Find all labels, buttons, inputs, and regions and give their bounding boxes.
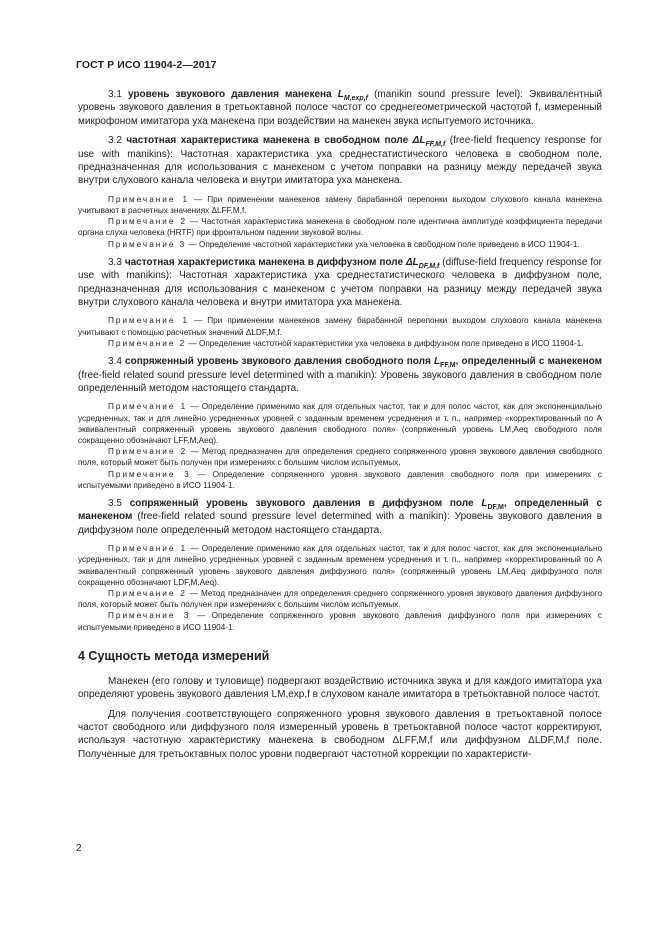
definition-3-3: 3.3 частотная характеристика манекена в диффузном поле $\Delta L_{DF,M,f}$ (diffuse-field frequency response for use with manikins): Частотная характеристика уха среднестатистического человека в диффузном поле, предназначенная для использования с манекеном с учетом поправки на разницу между передачей звука внутри слухового канала человека и внутри имитатора уха манекена. [78,256,602,309]
page-number: 2 [76,843,82,854]
note: Примечание 3 — Определение сопряженного уровня звукового давления диффузного поля при измерениях с испытуемыми приведено в ИСО 11904-1. [78,611,603,632]
document-body [78,88,602,767]
note: Примечание 1 — Определение применимо как для отдельных частот, так и для полос частот, как для экспоненциально усредненных, так и для линейно усредненных уровней с заданным временем усреднения и т. п., например «корректированный по A эквивалентный сопряженный уровень звукового давления диффузного поля» (сопряженный уровень LM,Aeq диффузного поля сокращенно обозначают LDF,M,Aeq). [78,544,602,587]
notes-3-5 [78,543,602,633]
note: Примечание 2 — Метод предназначен для определения среднего сопряженного уровня звукового давления свободного поля, который может быть получен при измерениях с большим числом испытуемых. [78,447,602,468]
notes-3-3 [78,315,602,349]
notes-3-2 [78,194,602,250]
note: Примечание 2 — Частотная характеристика манекена в свободном поле идентична амплитуде коэффициента передачи органа слуха человека (HRTF) при фронтальном падении звуковой волны. [78,217,602,238]
note: Примечание 2 — Метод предназначен для определения среднего сопряженного уровня звукового давления диффузного поля, который может быть получен при измерениях с большим числом испытуемых. [78,588,603,610]
note: Примечание 3 — Определение сопряженного уровня звукового давления свободного поля при измерениях с испытуемыми приведено в ИСО 11904-1. [78,469,602,490]
definition-3-2: 3.2 частотная характеристика манекена в свободном поле $\Delta L_{FF,M,f}$ (free-field frequency response for use with manikins): Частотная характеристика уха среднестатистического человека в свободном поле, предназначенная для использования с манекеном с учетом поправки на разницу между передачей звука внутри слухового канала человека и внутри имитатора уха манекена. [78,135,603,187]
note: Примечание 1 — При применении манекенов замену барабанной перепонки выходом слухового канала манекена учитывают с помощью расчетных значений ΔLDF,M,f. [78,316,602,337]
note: Примечание 1 — Определение применимо как для отдельных частот, так и для полос частот, как для экспоненциально усредненных, так и для линейно усредненных уровней с заданным временем усреднения и т. п., например «корректированный по A эквивалентный сопряженный уровень звукового давления свободного поля» (сопряженный уровень LM,Aeq свободного поля сокращенно обозначают LFF,M,Aeq). [78,402,602,445]
notes-3-4 [78,401,602,491]
note: Примечание 1 — При применении манекенов замену барабанной перепонки выходом слухового канала манекена учитывают в расчетных значениях ΔLFF,M,f. [78,194,602,216]
definition-3-4: 3.4 сопряженный уровень звукового давления свободного поля $L_{FF,M}$, определенный с манекеном (free-field related sound pressure level determined with a manikin): Уровень звукового давления в свободном поле определенный методом настоящего стандарта. [78,356,602,394]
paragraph: Для получения соответствующего сопряженного уровня звукового давления в третьоктавной полосе частот свободного или диффузного поля измеренный уровень в третьоктавной полосе частот корректируют, используя частотную характеристику манекена в свободном ΔLFF,M,f или диффузном ΔLDF,M,f поле. Полученные для третьоктавных полос уровни подвергают частотной коррекции по характеристи- [78,708,602,760]
note: Примечание 3 — Определение частотной характеристики уха человека в свободном поле приведено в ИСО 11904-1. [108,239,580,249]
note: Примечание 2 — Определение частотной характеристики уха человека в диффузном поле приведено в ИСО 11904-1. [108,338,584,348]
document-header: ГОСТ Р ИСО 11904-2—2017 [76,59,217,71]
definition-3-5: 3.5 сопряженный уровень звукового давления в диффузном поле $L_{DF,M}$, определенный с манекеном (free-field related sound pressure level determined with a manikin): Уровень звукового давления в диффузном поле определенный методом настоящего стандарта. [78,497,603,536]
section-heading: 4 Сущность метода измерений [78,648,270,663]
paragraph: Манекен (его голову и туловище) подвергают воздействию источника звука и для каждого имитатора уха определяют уровень звукового давления LM,exp,f в слуховом канале имитатора в третьоктавной полосе частот. [78,675,602,701]
definition-3-1: 3.1 уровень звукового давления манекена $L_{M,exp,f}$ (manikin sound pressure level): Эквивалентный уровень звукового давления в третьоктавной полосе частот со среднегеометрической частотой f, измеренный микрофоном имитатора уха манекена при воздействии на манекен звука испытуемого источника. [78,89,603,127]
